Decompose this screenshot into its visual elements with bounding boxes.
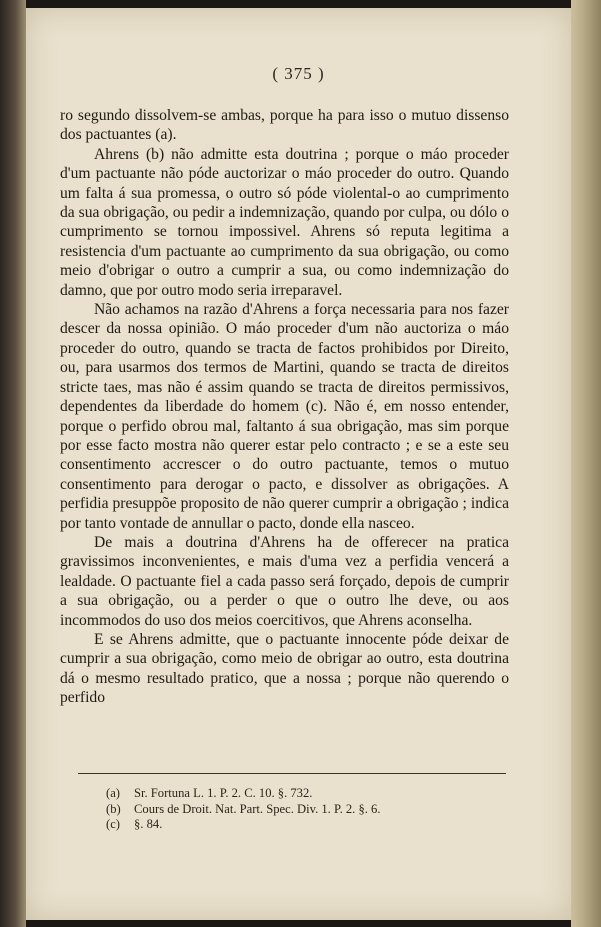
footnote-divider	[78, 773, 506, 774]
paragraph: De mais a doutrina d'Ahrens ha de offerecer na pratica gravissimos inconvenientes, e mais d'uma vez a perfidia vencerá a lealdade. O pactuante fiel a cada passo será forçado, depois de cumprir a sua obrigação, ou a perder o que o outro lhe deve, ou aos incommodos do uso dos meios coercitivos, que Ahrens aconselha.	[60, 533, 509, 629]
paragraph: ro segundo dissolvem-se ambas, porque ha para isso o mutuo dissenso dos pactuantes (a).	[60, 107, 509, 144]
footnote-mark: (b)	[106, 801, 121, 816]
footnote	[106, 802, 506, 818]
footnote	[106, 786, 506, 802]
page-edges	[571, 0, 601, 927]
paragraph: Não achamos na razão d'Ahrens a força necessaria para nos fazer descer da nossa opinião. O máo proceder d'um não auctoriza o máo proceder do outro, quando se tracta de factos prohibidos por Direito, ou, para usarmos dos termos de Martini, quando se tracta de direitos stricte taes, mas não é assim quando se tracta de direitos permissivos, dependentes da liberdade do homem (c). Não é, em nosso entender, porque o perfido obrou mal, faltanto á sua obrigação, mas sim porque por esse facto mostra não querer estar pelo contracto ; e se a este seu consentimento accrescer o do outro pactuante, temos o mutuo consentimento para derogar o pacto, e dissolver as obrigações. A perfidia presuppõe proposito de não querer cumprir a obrigação ; indica por tanto vontade de annullar o pacto, donde ella nasceo.	[60, 301, 509, 532]
footnote-mark: (a)	[106, 786, 120, 800]
footnote-text: §. 84.	[134, 817, 163, 831]
page-body	[60, 106, 509, 708]
footnote	[106, 817, 506, 833]
footnote-mark: (c)	[106, 817, 120, 831]
footnotes	[106, 786, 506, 833]
footnote-text: Sr. Fortuna L. 1. P. 2. C. 10. §. 732.	[134, 786, 313, 800]
footnote-text: Cours de Droit. Nat. Part. Spec. Div. 1. P. 2. §. 6.	[134, 801, 381, 816]
book-page	[26, 8, 571, 920]
book-gutter	[0, 0, 26, 927]
paragraph: Ahrens (b) não admitte esta doutrina ; porque o máo proceder d'um pactuante não póde auctorizar o máo proceder do outro. Quando um falta á sua promessa, o outro só póde violental-o ao cumprimento da sua obrigação, ou pedir a indemnização, quando por culpa, ou dólo o cumprimento se tornou impossivel. Ahrens só reputa legitima a resistencia d'um pactuante ao cumprimento da sua obrigação, ou como meio d'obrigar o outro a cumprir a sua, ou como indemnização do damno, que por outro modo seria irreparavel.	[60, 145, 509, 299]
paragraph: E se Ahrens admitte, que o pactuante innocente póde deixar de cumprir a sua obrigação, como meio de obrigar ao outro, esta doutrina dá o mesmo resultado pratico, que a nossa ; porque não querendo o perfido	[60, 630, 509, 707]
page-number: ( 375 )	[272, 64, 325, 83]
